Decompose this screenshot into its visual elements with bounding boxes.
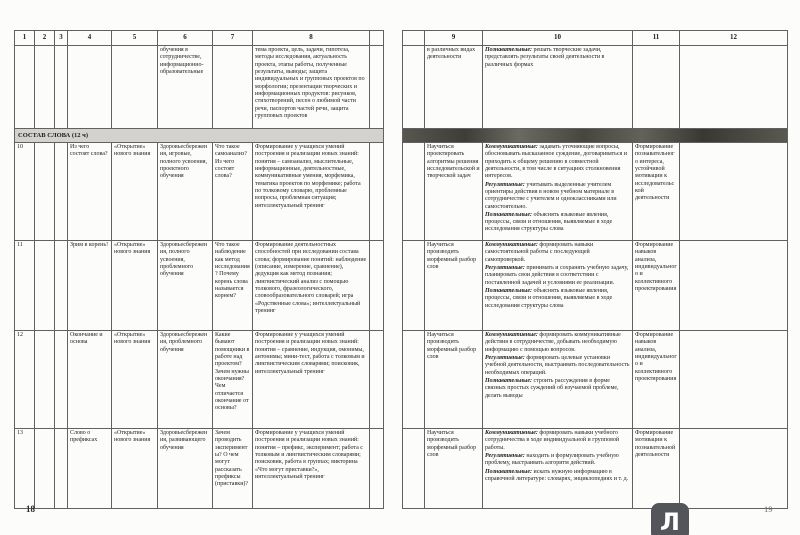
- cell-uud-results: Коммуникативные: задавать уточняющие вопросы, обосновывать высказанное суждение, договариваться и приходить к общему решению в совместной деятельности, в том числе в ситуациях столкновения интересов. Регулятивные: учитывать выделенные учителем ориентиры действия в новом учебном материале в сотрудничестве с учителем и одноклассниками или самостоятельно. Познавательные: объяснять языковые явления, процессы, связи и отношения, выявляемые в ходе исследования структуры слова: [483, 143, 633, 241]
- cell-empty: [35, 331, 55, 429]
- section-header-band: СОСТАВ СЛОВА (12 ч): [15, 129, 384, 143]
- cell-empty: [35, 241, 55, 331]
- cell-subject-results: Научиться проектировать алгоритмы решения исследовательской и творческой задач: [425, 143, 483, 241]
- cell-personal-results: Формирование познавательного интереса, устойчивой мотивации к исследовательской деятельности: [633, 143, 680, 241]
- cell-lesson-number: 13: [15, 429, 35, 509]
- column-number: 5: [112, 31, 158, 46]
- cell-activities: Формирование у учащихся умений построения и реализации новых знаний: понятия – сравнение, индукция, омонимы, антонимы; мини-тест, работа с толковым и лингвистическим словарями; поисковик, интеллектуальный тренинг: [253, 331, 370, 429]
- cell-technologies: Здоровьесбережения, игровые, полного усвоения, проектного обучения: [158, 143, 213, 241]
- cell-gutter: [403, 31, 425, 46]
- cell-empty: [15, 46, 35, 129]
- column-number: 9: [425, 31, 483, 46]
- cell-gutter: [370, 143, 384, 241]
- cell-lesson-type: «Открытие» нового знания: [112, 241, 158, 331]
- cell-empty: [680, 46, 788, 129]
- cell-empty: [68, 46, 112, 129]
- cell-empty: [35, 429, 55, 509]
- cell-empty: [680, 143, 788, 241]
- left-page-table: [14, 30, 384, 509]
- cell-gutter: [403, 331, 425, 429]
- cell-empty: [55, 241, 68, 331]
- cell-activities: Формирование у учащихся умений построения и реализации новых знаний: понятия – самоанализ, мыслительные, информационные, деятельностные, коммуникативные умения, морфемика, тематика проектов по морфемике; работа по толковому словарю, проблемные вопросы, проблемная ситуация; интеллектуальный тренинг: [253, 143, 370, 241]
- cell-lesson-type: «Открытие» нового знания: [112, 429, 158, 509]
- cell-lesson-number: 12: [15, 331, 35, 429]
- cell-empty: [680, 241, 788, 331]
- cell-technologies: Здоровьесбережения, проблемного обучения: [158, 331, 213, 429]
- cell-technologies: Здоровьесбережения, развивающего обучения: [158, 429, 213, 509]
- cell-problem-question: Что такое наблюдение как метод исследования? Почему корень слова называется корнем?: [213, 241, 253, 331]
- section-header-band-continued: [403, 129, 788, 143]
- cell-empty: [680, 429, 788, 509]
- column-number: 1: [15, 31, 35, 46]
- cell-topic: Слово о префиксах: [68, 429, 112, 509]
- right-page-table: [402, 30, 788, 509]
- cell-lesson-number: 11: [15, 241, 35, 331]
- column-number: 2: [35, 31, 55, 46]
- cell-gutter: [403, 241, 425, 331]
- cell-gutter: [370, 331, 384, 429]
- cell-problem-question: Зачем проводить эксперименты? О чем могут рассказать префиксы (приставки)?: [213, 429, 253, 509]
- cell-activities: Формирование деятельностных способностей при исследовании состава слова; формирование понятий: наблюдение (описание, измерение, сравнение), дедукция как метод познания; лингвистический анализ с помощью толкового, фразеологического, словообразовательного словарей; игра «Родственные слова»; интеллектуальный тренинг: [253, 241, 370, 331]
- cell-empty: [112, 46, 158, 129]
- cell-problem-question: Что такое самоанализ? Из чего состоят слова?: [213, 143, 253, 241]
- cell-technologies: обучения в сотрудничестве, информационно-образовательные: [158, 46, 213, 129]
- cell-gutter: [403, 143, 425, 241]
- watermark-letter: Л: [660, 508, 680, 535]
- cell-lesson-number: 10: [15, 143, 35, 241]
- cell-empty: [680, 331, 788, 429]
- cell-gutter: [403, 429, 425, 509]
- cell-empty: [213, 46, 253, 129]
- cell-empty: [35, 46, 55, 129]
- cell-empty: [633, 46, 680, 129]
- cell-technologies: Здоровьесбережения, полного усвоения, проблемного обучения: [158, 241, 213, 331]
- cell-empty: [55, 143, 68, 241]
- cell-uud-results: Коммуникативные: формировать навыки учебного сотрудничества в ходе индивидуальной и групповой работы. Регулятивные: находить и формулировать учебную проблему, выстраивать алгоритм действий. Познавательные: искать нужную информацию в справочной литературе: словарях, энциклопедиях и т. д.: [483, 429, 633, 509]
- cell-empty: [55, 331, 68, 429]
- column-number: 8: [253, 31, 370, 46]
- column-number: 4: [68, 31, 112, 46]
- column-number: 10: [483, 31, 633, 46]
- cell-gutter: [370, 46, 384, 129]
- column-number: 11: [633, 31, 680, 46]
- cell-topic: Окончание и основа: [68, 331, 112, 429]
- cell-gutter: [403, 46, 425, 129]
- page-number-left: 18: [26, 504, 35, 514]
- column-number: 7: [213, 31, 253, 46]
- cell-uud-results: Познавательные: решать творческие задачи, представлять результаты своей деятельности в различных формах: [483, 46, 633, 129]
- column-number: 12: [680, 31, 788, 46]
- cell-subject-results: в различных видах деятельности: [425, 46, 483, 129]
- cell-gutter: [370, 31, 384, 46]
- cell-problem-question: Какие бывают помощники в работе над проектом? Зачем нужны окончания? Чем отличается окончание от основы?: [213, 331, 253, 429]
- cell-empty: [35, 143, 55, 241]
- cell-subject-results: Научиться производить морфемный разбор слов: [425, 241, 483, 331]
- cell-empty: [55, 46, 68, 129]
- cell-subject-results: Научиться производить морфемный разбор слов: [425, 331, 483, 429]
- cell-topic: Из чего состоят слова?: [68, 143, 112, 241]
- cell-uud-results: Коммуникативные: формировать навыки самостоятельной работы с последующей самопроверкой. Регулятивные: принимать и сохранять учебную задачу, планировать свои действия в соответствии с поставленной задачей и условиями ее реализации. Познавательные: объяснять языковые явления, процессы, связи и отношения, выявляемые в ходе исследования структуры слова: [483, 241, 633, 331]
- watermark-logo: [651, 503, 689, 535]
- cell-gutter: [370, 241, 384, 331]
- cell-uud-results: Коммуникативные: формировать коммуникативные действия в сотрудничестве, добывать необходимую информацию с помощью вопросов. Регулятивные: формировать целевые установки учебной деятельности, выстраивать последовательность необходимых операций. Познавательные: строить рассуждения в форме связных простых суждений об изучаемой проблеме, делать выводы: [483, 331, 633, 429]
- cell-topic: Зрим в корень!: [68, 241, 112, 331]
- cell-activities: Формирование у учащихся умений построения и реализации новых знаний: понятия – префикс, эксперимент; работа с толковым и лингвистическим словарями; поисковик, работа в группах; викторина «Что могут приставки?», интеллектуальный тренинг: [253, 429, 370, 509]
- page-number-right: 19: [764, 504, 773, 514]
- cell-personal-results: Формирование навыков анализа, индивидуального и коллективного проектирования: [633, 241, 680, 331]
- cell-lesson-type: «Открытие» нового знания: [112, 331, 158, 429]
- cell-activities: тема проекта, цель, задачи, гипотеза, методы исследования, актуальность проекта, этапы работы, полученные результаты, выводы; защита индивидуальных и групповых проектов по морфологии; презентации творческих и информационных продуктов: рисунков, стихотворений, песен о любимой части речи, паспортов частей речи, защита групповых проектов: [253, 46, 370, 129]
- cell-subject-results: Научиться производить морфемный разбор слов: [425, 429, 483, 509]
- cell-personal-results: Формирование навыков анализа, индивидуального и коллективного проектирования: [633, 331, 680, 429]
- cell-personal-results: Формирование мотивации к познавательной деятельности: [633, 429, 680, 509]
- cell-gutter: [370, 429, 384, 509]
- cell-empty: [55, 429, 68, 509]
- column-number: 3: [55, 31, 68, 46]
- column-number: 6: [158, 31, 213, 46]
- cell-lesson-type: «Открытие» нового знания: [112, 143, 158, 241]
